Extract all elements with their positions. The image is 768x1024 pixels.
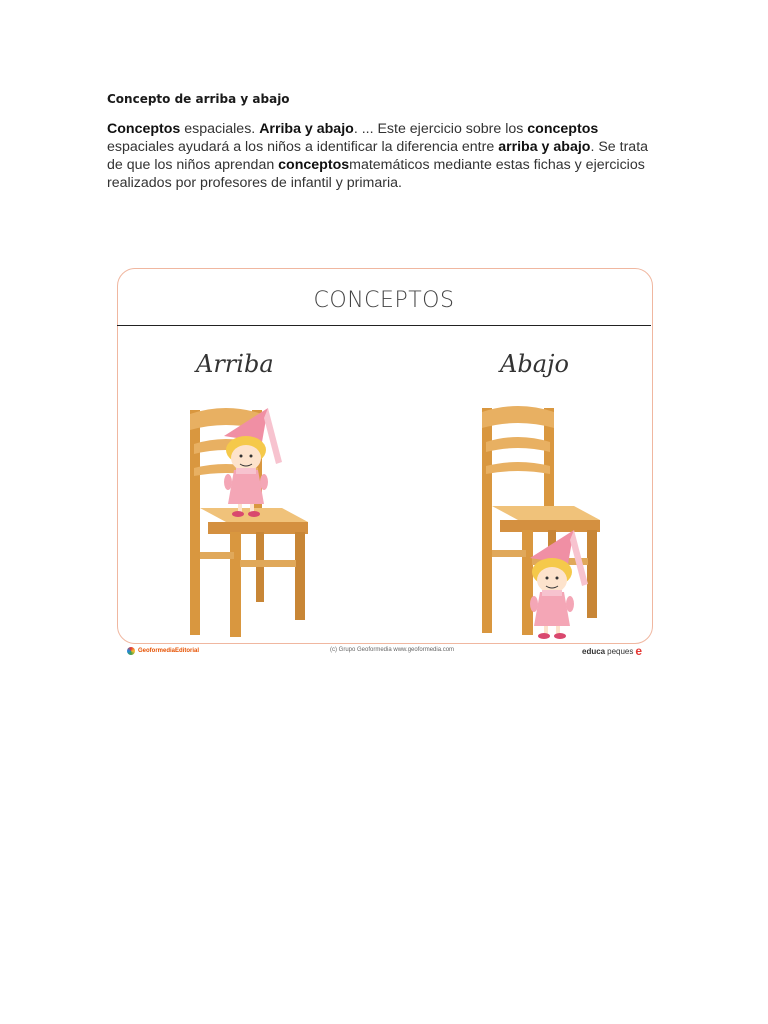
label-arriba: Arriba	[196, 350, 274, 378]
brand-text-b: peques	[607, 646, 634, 656]
brand-logo	[582, 644, 642, 658]
brand-text-a: educa	[582, 646, 606, 656]
text-run: . Se trata de que los niños aprendan	[107, 139, 649, 173]
footer-copyright: (c) Grupo Geoformedia www.geoformedia.com	[330, 647, 455, 653]
bold-term: Conceptos	[107, 121, 181, 137]
text-run: matemáticos mediante estas fichas y ejercicios realizados por profesores de infantil y primaria.	[107, 157, 645, 191]
text-run: espaciales ayudará a los niños a identificar la diferencia entre	[107, 139, 499, 155]
page-heading: Concepto de arriba y abajo	[107, 92, 290, 106]
publisher-mark-icon	[127, 647, 135, 655]
text-run: . ... Este ejercicio sobre los	[353, 121, 528, 137]
bold-term: conceptos	[278, 157, 350, 173]
publisher-logo	[127, 647, 199, 655]
bold-term: arriba y abajo	[498, 139, 591, 155]
girl-under-chair	[530, 530, 588, 639]
bold-term: conceptos	[527, 121, 599, 137]
text-run: espaciales.	[180, 121, 260, 137]
card-title: CONCEPTOS	[313, 288, 455, 313]
brand-e-icon: e	[635, 644, 643, 658]
label-abajo: Abajo	[500, 350, 569, 378]
bold-term: Arriba y abajo	[259, 121, 354, 137]
publisher-name: GeoformediaEditorial	[138, 648, 200, 654]
